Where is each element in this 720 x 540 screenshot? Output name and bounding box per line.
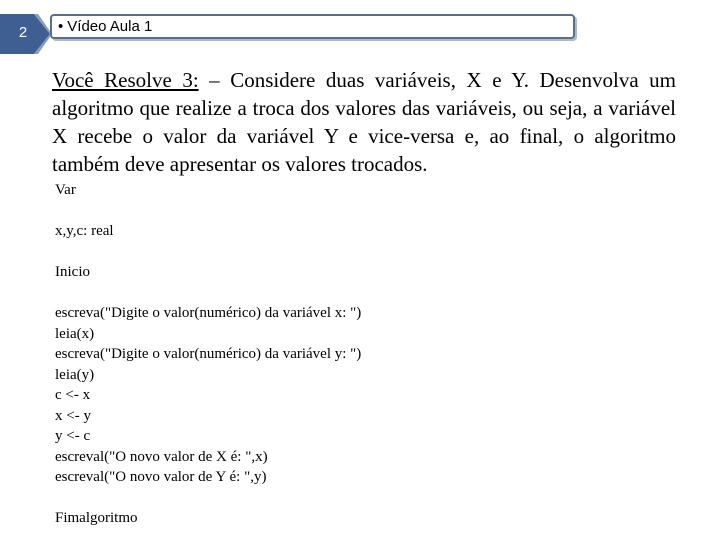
code-line: leia(y) xyxy=(55,366,95,383)
title-bullet: • xyxy=(58,18,64,35)
code-declaration: x,y,c: real xyxy=(55,223,114,239)
code-line: escreva("Digite o valor(numérico) da variável x: ") xyxy=(55,305,362,321)
exercise-text: – Considere duas variáveis, X e Y. Desenvolva um algoritmo que realize a troca dos valores das variáveis, ou seja, a variável X recebe o valor da variável Y e vice-versa e, ao final, o algoritmo também deve apresentar os valores trocados. xyxy=(52,68,676,176)
algorithm-code xyxy=(55,180,655,529)
code-gap xyxy=(55,201,655,222)
code-end: Fimalgoritmo xyxy=(55,510,138,526)
code-line: y <- c xyxy=(55,428,91,444)
slide-number: 2 xyxy=(18,24,28,41)
code-gap xyxy=(55,242,655,263)
code-begin: Inicio xyxy=(55,264,90,280)
slide-title xyxy=(58,18,152,35)
slide-number-badge xyxy=(0,14,52,54)
exercise-statement xyxy=(52,66,676,178)
code-var-keyword: Var xyxy=(55,182,76,198)
code-line: escreva("Digite o valor(numérico) da variável y: ") xyxy=(55,346,362,362)
code-line: c <- x xyxy=(55,387,91,403)
code-line: escreval("O novo valor de Y é: ",y) xyxy=(55,469,267,485)
slide-title-text: Vídeo Aula 1 xyxy=(67,18,153,35)
code-line: escreval("O novo valor de X é: ",x) xyxy=(55,448,268,465)
slide-title-box xyxy=(50,14,575,39)
code-gap xyxy=(55,488,655,509)
code-line: x <- y xyxy=(55,407,91,424)
code-gap xyxy=(55,283,655,304)
code-line: leia(x) xyxy=(55,325,95,342)
exercise-label: Você Resolve 3: xyxy=(52,68,199,92)
